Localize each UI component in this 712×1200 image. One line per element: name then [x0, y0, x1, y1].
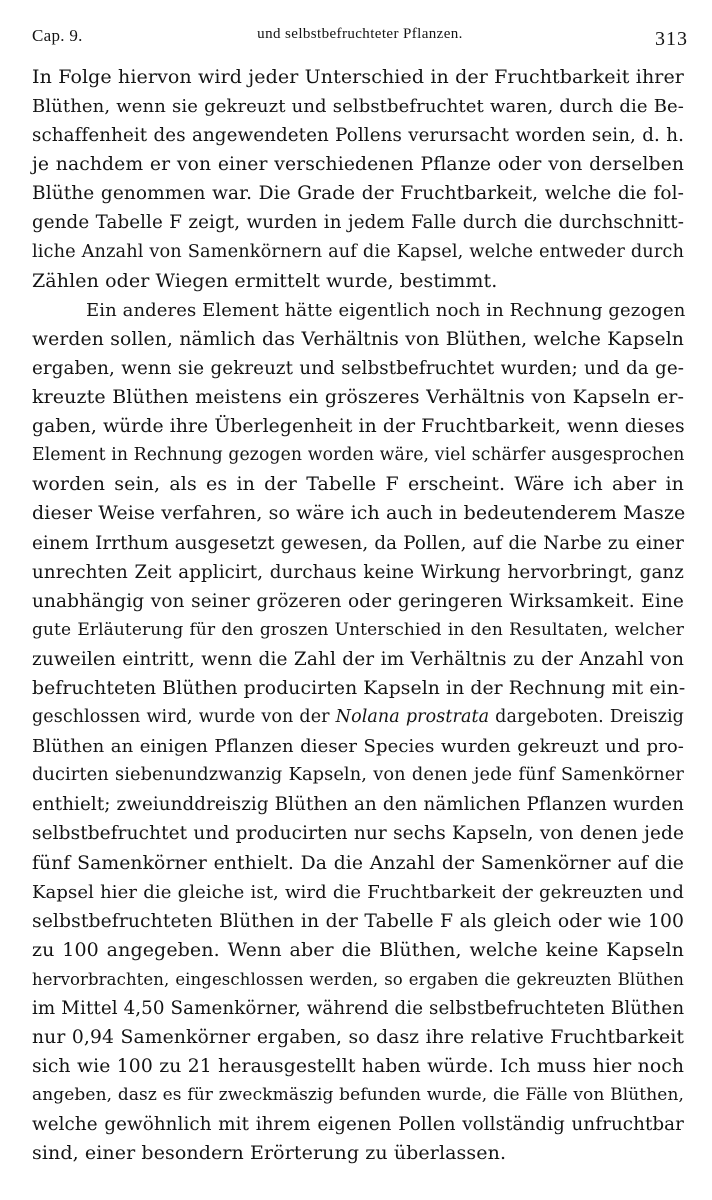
text-line: Blüthen, wenn sie gekreuzt und selbstbefruchtet waren, durch die Be- [32, 96, 684, 118]
species-line-after: dargeboten. Dreiszig [489, 707, 684, 728]
text-line: zuweilen eintritt, wenn die Zahl der im Verhältnis zu der Anzahl von [32, 648, 684, 670]
body-text [32, 63, 684, 1169]
chapter-label: Cap. 9. [32, 26, 83, 45]
text-line: je nachdem er von einer verschiedenen Pflanze oder von derselben [32, 154, 684, 176]
text-line: ducirten siebenundzwanzig Kapseln, von denen jede fünf Samenkörner [32, 765, 684, 786]
text-line: befruchteten Blüthen producirten Kapseln in der Rechnung mit ein- [32, 677, 686, 699]
text-line: Element in Rechnung gezogen worden wäre, viel schärfer ausgesprochen [32, 445, 685, 466]
text-line: Blüthe genommen war. Die Grade der Fruchtbarkeit, welche die fol- [32, 183, 684, 205]
text-line: sich wie 100 zu 21 herausgestellt haben würde. Ich muss hier noch [32, 1056, 684, 1078]
text-line: schaffenheit des angewendeten Pollens verursacht worden sein, d. h. [32, 125, 684, 147]
text-line: Ein anderes Element hätte eigentlich noch in Rechnung gezogen [86, 299, 686, 321]
text-line: selbstbefruchtet und producirten nur sechs Kapseln, von denen jede [32, 823, 684, 845]
species-name: Nolana prostrata [335, 707, 490, 728]
text-line: welche gewöhnlich mit ihrem eigenen Pollen vollständig unfruchtbar [32, 1114, 684, 1136]
text-line: im Mittel 4,50 Samenkörner, während die selbstbefruchteten Blüthen [32, 998, 685, 1019]
running-title: und selbstbefruchteter Pflanzen. [257, 26, 463, 42]
text-line: gaben, würde ihre Überlegenheit in der Fruchtbarkeit, wenn dieses [32, 416, 685, 438]
text-line: Blüthen an einigen Pflanzen dieser Species wurden gekreuzt und pro- [32, 736, 684, 758]
species-line-before: geschlossen wird, wurde von der [32, 707, 336, 728]
text-line-species [32, 703, 684, 732]
text-line: gute Erläuterung für den groszen Unterschied in den Resultaten, welcher [32, 619, 684, 640]
text-line: Zählen oder Wiegen ermittelt wurde, bestimmt. [32, 269, 498, 292]
text-line: gende Tabelle F zeigt, wurden in jedem Falle durch die durchschnitt- [32, 212, 684, 234]
text-line: liche Anzahl von Samenkörnern auf die Kapsel, welche entweder durch [32, 241, 684, 262]
text-line: nur 0,94 Samenkörner ergaben, so dasz ihre relative Fruchtbarkeit [32, 1027, 684, 1049]
text-line: unrechten Zeit applicirt, durchaus keine Wirkung hervorbringt, ganz [32, 561, 684, 583]
page-number: 313 [655, 28, 688, 50]
text-line: kreuzte Blüthen meistens ein gröszeres Verhältnis von Kapseln er- [32, 386, 684, 409]
text-line: werden sollen, nämlich das Verhältnis von Blüthen, welche Kapseln [32, 328, 684, 350]
text-line: einem Irrthum ausgesetzt gewesen, da Pollen, auf die Narbe zu einer [32, 532, 684, 554]
text-line: hervorbrachten, eingeschlossen werden, so ergaben die gekreuzten Blüthen [32, 969, 684, 989]
text-line: fünf Samenkörner enthielt. Da die Anzahl der Samenkörner auf die [32, 852, 684, 874]
text-line: sind, einer besondern Erörterung zu überlassen. [32, 1142, 507, 1165]
text-line: unabhängig von seiner grözeren oder geringeren Wirksamkeit. Eine [32, 590, 684, 612]
text-line: Kapsel hier die gleiche ist, wird die Fruchtbarkeit der gekreuzten und [32, 881, 684, 903]
text-line: In Folge hiervon wird jeder Unterschied in der Fruchtbarkeit ihrer [32, 66, 684, 88]
text-line: worden sein, als es in der Tabelle F erscheint. Wäre ich aber in [32, 473, 684, 496]
text-line: enthielt; zweiunddreiszig Blüthen an den nämlichen Pflanzen wurden [32, 794, 684, 816]
running-head [32, 22, 688, 52]
text-line: ergaben, wenn sie gekreuzt und selbstbefruchtet wurden; und da ge- [32, 357, 684, 379]
text-line: zu 100 angegeben. Wenn aber die Blüthen, welche keine Kapseln [32, 938, 684, 961]
text-line: angeben, dasz es für zweckmäszig befunden wurde, die Fälle von Blüthen, [32, 1085, 684, 1106]
text-line: selbstbefruchteten Blüthen in der Tabelle F als gleich oder wie 100 [32, 910, 684, 932]
text-line: dieser Weise verfahren, so wäre ich auch in bedeutenderem Masze [32, 502, 686, 525]
